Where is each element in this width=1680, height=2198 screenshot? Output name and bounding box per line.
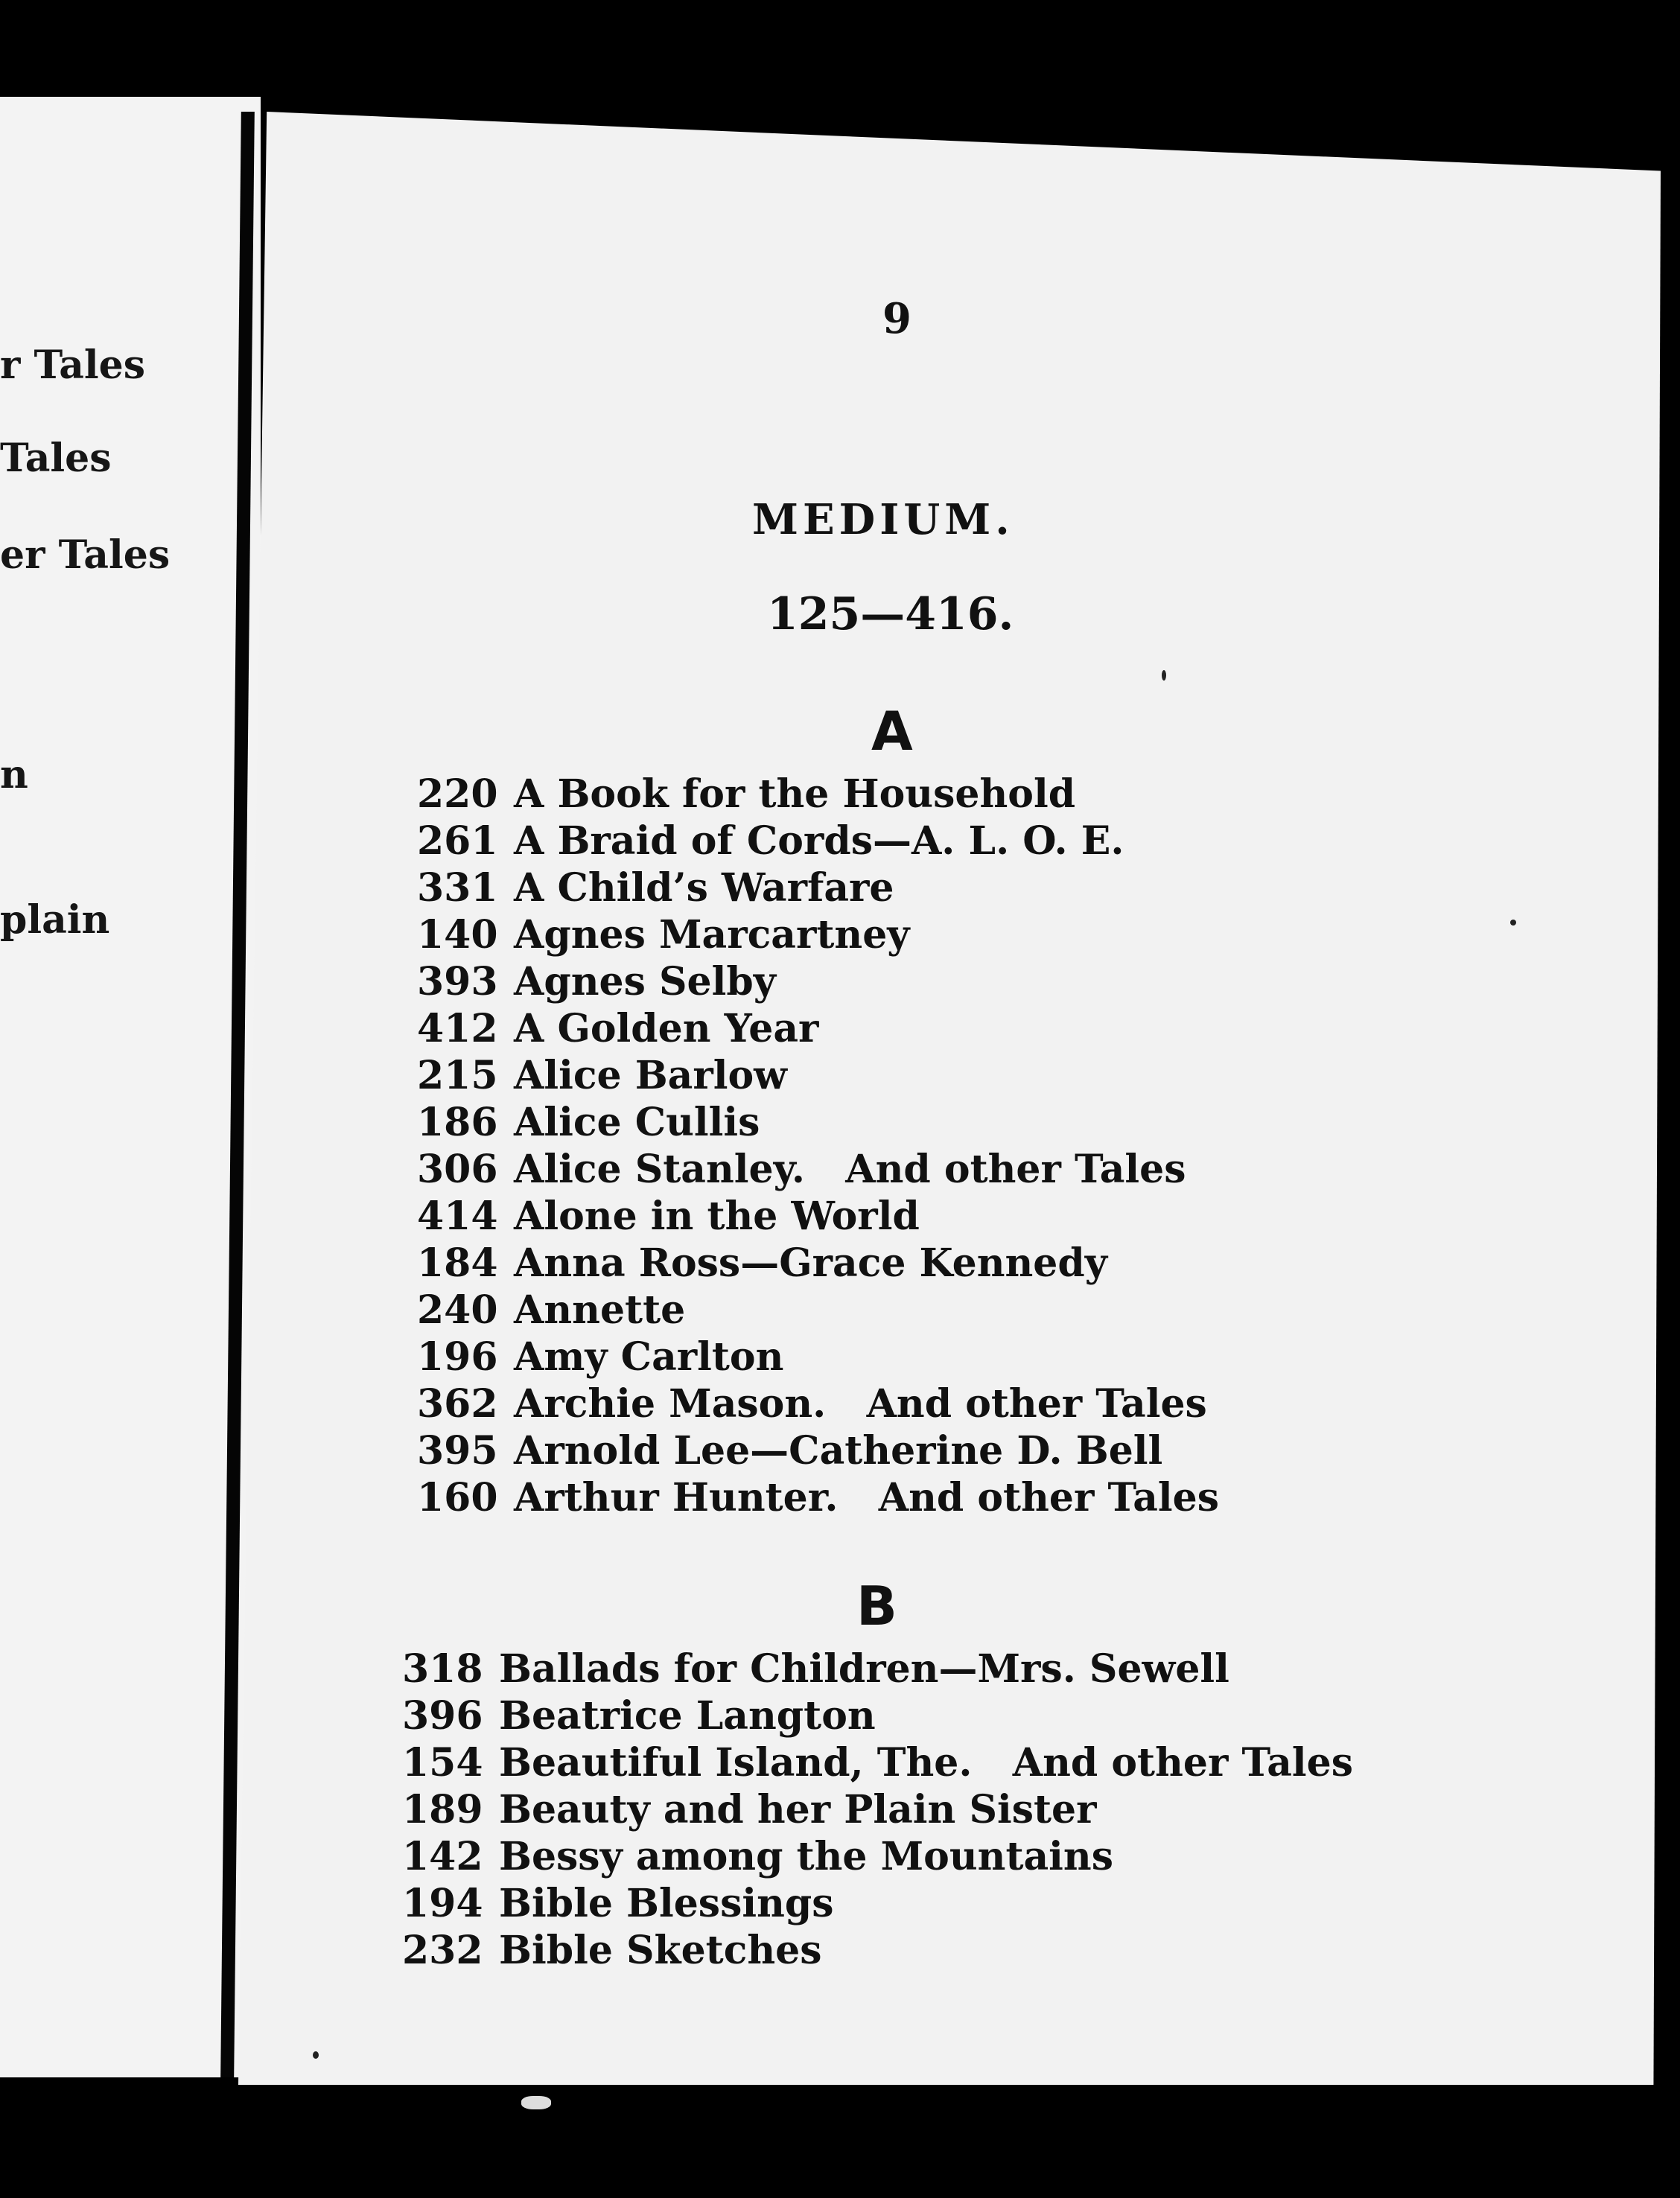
- scan-speck: [1162, 670, 1166, 681]
- list-item: [402, 1833, 1353, 1880]
- entry-title: Arnold Lee—Catherine D. Bell: [514, 1428, 1163, 1474]
- scan-speck: [313, 2051, 319, 2059]
- entry-number: 318: [402, 1646, 483, 1692]
- entry-title: Alice Barlow: [514, 1053, 787, 1098]
- list-item: [417, 958, 1219, 1005]
- entry-list-b: [402, 1646, 1353, 1974]
- entry-title: A Book for the Household: [514, 771, 1076, 817]
- entry-number: 220: [417, 771, 498, 817]
- letter-heading-b: B: [856, 1575, 897, 1637]
- entry-number: 261: [417, 818, 498, 864]
- entry-title: Beatrice Langton: [499, 1693, 876, 1739]
- entry-number: 142: [402, 1834, 483, 1879]
- list-item: [417, 1380, 1219, 1427]
- list-item: [417, 1193, 1219, 1240]
- entry-title: Amy Carlton: [514, 1334, 784, 1380]
- entry-number: 395: [417, 1428, 498, 1474]
- list-item: [417, 1099, 1219, 1146]
- list-item: [417, 1287, 1219, 1334]
- left-page-fragment: n: [0, 752, 28, 797]
- list-item: [402, 1646, 1353, 1692]
- entry-number: 396: [402, 1693, 483, 1739]
- entry-title: Archie Mason. And other Tales: [514, 1381, 1207, 1427]
- left-page-fragment: Tales: [0, 436, 112, 481]
- entry-title: Agnes Selby: [514, 959, 776, 1004]
- entry-number: 306: [417, 1147, 498, 1192]
- letter-heading-a: A: [871, 700, 913, 762]
- list-item: [417, 771, 1219, 818]
- list-item: [417, 1427, 1219, 1474]
- list-item: [417, 1474, 1219, 1521]
- list-item: [417, 1052, 1219, 1099]
- scan-speck: [521, 2096, 551, 2109]
- number-range: 125—416.: [767, 588, 1014, 640]
- entry-title: Anna Ross—Grace Kennedy: [514, 1240, 1107, 1286]
- list-item: [417, 1240, 1219, 1287]
- entry-number: 215: [417, 1053, 498, 1098]
- list-item: [417, 1005, 1219, 1052]
- entry-title: Beauty and her Plain Sister: [499, 1787, 1097, 1832]
- entry-number: 194: [402, 1881, 483, 1926]
- entry-number: 240: [417, 1287, 498, 1333]
- entry-title: Annette: [514, 1287, 686, 1333]
- entry-title: Bible Blessings: [499, 1881, 834, 1926]
- list-item: [402, 1786, 1353, 1833]
- list-item: [417, 1334, 1219, 1380]
- entry-title: Alice Cullis: [514, 1100, 760, 1145]
- entry-list-a: [417, 771, 1219, 1521]
- left-page-fragment: r Tales: [0, 343, 146, 388]
- left-page-fragment: plain: [0, 897, 110, 943]
- entry-number: 154: [402, 1740, 483, 1786]
- entry-number: 140: [417, 912, 498, 958]
- list-item: [417, 818, 1219, 864]
- entry-title: A Braid of Cords—A. L. O. E.: [514, 818, 1124, 864]
- entry-title: Alice Stanley. And other Tales: [514, 1147, 1186, 1192]
- list-item: [402, 1880, 1353, 1927]
- entry-number: 331: [417, 865, 498, 911]
- page-number: 9: [882, 294, 911, 343]
- entry-number: 232: [402, 1928, 483, 1973]
- entry-title: A Child’s Warfare: [514, 865, 894, 911]
- section-title: MEDIUM.: [752, 495, 1014, 544]
- entry-title: Alone in the World: [514, 1194, 920, 1239]
- entry-number: 160: [417, 1475, 498, 1520]
- scan-speck: [1510, 920, 1516, 926]
- list-item: [402, 1739, 1353, 1786]
- entry-number: 412: [417, 1006, 498, 1051]
- entry-number: 186: [417, 1100, 498, 1145]
- entry-number: 362: [417, 1381, 498, 1427]
- list-item: [417, 1146, 1219, 1193]
- list-item: [402, 1927, 1353, 1974]
- entry-title: Ballads for Children—Mrs. Sewell: [499, 1646, 1229, 1692]
- entry-title: Arthur Hunter. And other Tales: [514, 1475, 1219, 1520]
- entry-number: 184: [417, 1240, 498, 1286]
- entry-title: Beautiful Island, The. And other Tales: [499, 1740, 1353, 1786]
- left-page-fragment: er Tales: [0, 532, 171, 578]
- entry-title: Bible Sketches: [499, 1928, 822, 1973]
- entry-title: Agnes Marcartney: [514, 912, 910, 958]
- list-item: [417, 911, 1219, 958]
- entry-number: 414: [417, 1194, 498, 1239]
- left-page: [0, 97, 261, 2077]
- list-item: [402, 1692, 1353, 1739]
- entry-number: 189: [402, 1787, 483, 1832]
- entry-title: A Golden Year: [514, 1006, 819, 1051]
- list-item: [417, 864, 1219, 911]
- entry-number: 196: [417, 1334, 498, 1380]
- entry-title: Bessy among the Mountains: [499, 1834, 1113, 1879]
- entry-number: 393: [417, 959, 498, 1004]
